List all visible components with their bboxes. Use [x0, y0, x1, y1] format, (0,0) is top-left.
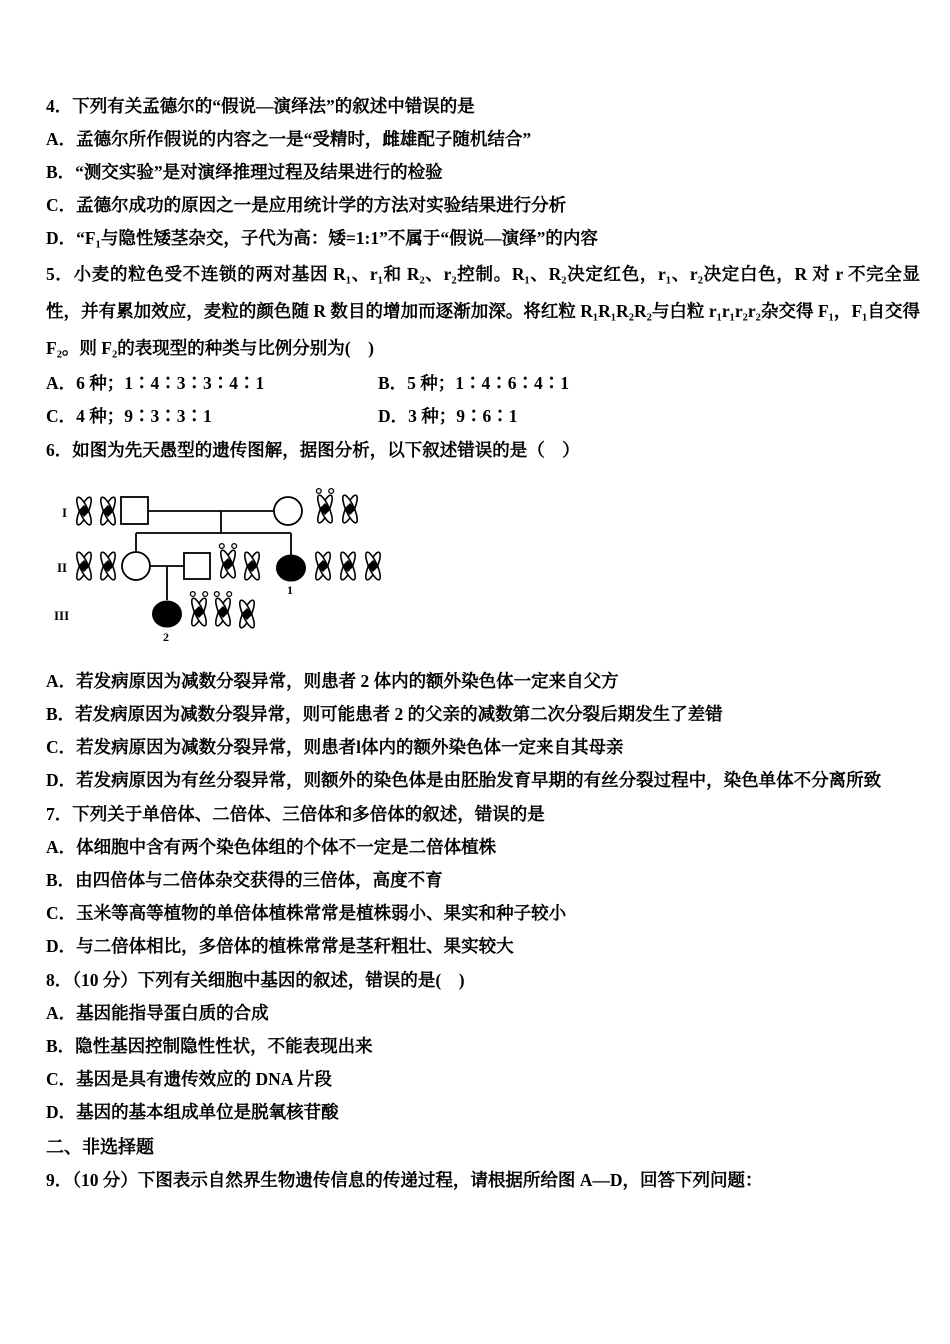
pedigree-lines — [136, 511, 291, 600]
pedigree-diagram-container — [46, 475, 920, 655]
question-8-option-a: A．基因能指导蛋白质的合成 — [46, 1003, 269, 1023]
question-6-option-b: B．若发病原因为减数分裂异常，则可能患者 2 的父亲的减数第二次分裂后期发生了差错 — [46, 704, 723, 724]
question-5-stem: 5．小麦的粒色受不连锁的两对基因 R₁、r₁和 R₂、r₂控制。R₁、R₂决定红色，r₁、r₂决定白色，R 对 r 不完全显性，并有累加效应，麦粒的颜色随 R 数目的增加而逐渐加深。将红粒 R₁R₁R₂R₂与白粒 r₁r₁r₂r₂杂交得 F₁，F₁自交得 F₂。则 F₂的表现型的种类与比例分别为( ) — [46, 264, 920, 358]
chromosome-pair-icon — [363, 551, 383, 582]
question-5-option-c: C．4 种；9∶3∶3∶1 — [46, 406, 212, 426]
question-7 — [46, 798, 920, 963]
question-8-option-d: D．基因的基本组成单位是脱氧核苷酸 — [46, 1102, 339, 1122]
chromosome-pair-icon — [98, 551, 118, 582]
question-5 — [46, 256, 920, 433]
question-5-option-d: D．3 种；9∶6∶1 — [378, 406, 518, 426]
chromosome-pair-icon — [242, 551, 262, 582]
question-5-options — [46, 367, 920, 433]
question-6-option-d: D．若发病原因为有丝分裂异常，则额外的染色体是由胚胎发育早期的有丝分裂过程中，染色单体不分离所致 — [46, 770, 882, 790]
question-4-option-b: B．“测交实验”是对演绎推理过程及结果进行的检验 — [46, 162, 443, 182]
question-6-stem: 6．如图为先天愚型的遗传图解，据图分析，以下叙述错误的是（ ） — [46, 440, 580, 460]
question-6 — [46, 434, 920, 797]
chromosome-pair-icon — [340, 494, 360, 525]
chromosome-satellite-icon — [213, 592, 233, 628]
question-7-option-a: A．体细胞中含有两个染色体组的个体不一定是二倍体植株 — [46, 837, 497, 857]
female-i2 — [274, 497, 302, 525]
question-4-option-a: A．孟德尔所作假说的内容之一是“受精时，雌雄配子随机结合” — [46, 129, 532, 149]
individual-label-2: 2 — [163, 630, 169, 644]
male-ii-left — [184, 553, 210, 579]
question-8-option-c: C．基因是具有遗传效应的 DNA 片段 — [46, 1069, 332, 1089]
female-ii-left — [122, 552, 150, 580]
individual-label-1: 1 — [287, 583, 293, 597]
question-6-option-a: A．若发病原因为减数分裂异常，则患者 2 体内的额外染色体一定来自父方 — [46, 671, 619, 691]
chromosome-pair-icon — [338, 551, 358, 582]
question-4-option-c: C．孟德尔成功的原因之一是应用统计学的方法对实验结果进行分析 — [46, 195, 567, 215]
chromosome-satellite-icon — [189, 592, 209, 628]
question-7-option-c: C．玉米等高等植物的单倍体植株常常是植株弱小、果实和种子较小 — [46, 903, 567, 923]
chromosome-pair-icon — [237, 599, 257, 630]
question-4-stem: 4．下列有关孟德尔的“假说—演绎法”的叙述中错误的是 — [46, 96, 475, 116]
question-5-option-b: B．5 种；1∶4∶6∶4∶1 — [378, 373, 570, 393]
question-8-stem: 8．（10 分）下列有关细胞中基因的叙述，错误的是( ) — [46, 970, 465, 990]
chromosome-satellite-icon — [218, 544, 238, 580]
question-9-stem: 9．（10 分）下图表示自然界生物遗传信息的传递过程，请根据所给图 A—D，回答下列问题： — [46, 1170, 763, 1190]
question-6-option-c: C．若发病原因为减数分裂异常，则患者l体内的额外染色体一定来自其母亲 — [46, 737, 624, 757]
exam-content — [46, 90, 920, 1198]
chromosome-satellite-icon — [315, 489, 335, 525]
question-7-option-d: D．与二倍体相比，多倍体的植株常常是茎秆粗壮、果实较大 — [46, 936, 514, 956]
generation-label-1: I — [62, 505, 68, 520]
affected-female-iii2 — [153, 601, 182, 627]
question-8-option-b: B．隐性基因控制隐性性状，不能表现出来 — [46, 1036, 373, 1056]
question-9 — [46, 1164, 920, 1197]
chromosome-pair-icon — [98, 496, 118, 527]
section-2-header: 二、非选择题 — [46, 1137, 154, 1157]
question-4 — [46, 90, 920, 255]
chromosome-pair-icon — [74, 551, 94, 582]
question-5-option-a: A．6 种；1∶4∶3∶3∶4∶1 — [46, 373, 265, 393]
generation-label-2: II — [57, 560, 68, 575]
generation-label-3: III — [54, 608, 70, 623]
chromosome-pair-icon — [313, 551, 333, 582]
question-8 — [46, 964, 920, 1129]
male-i1 — [121, 497, 148, 524]
pedigree-diagram — [46, 475, 446, 650]
question-4-option-d: D．“F₁与隐性矮茎杂交，子代为高：矮=1:1”不属于“假说—演绎”的内容 — [46, 228, 598, 248]
question-7-stem: 7．下列关于单倍体、二倍体、三倍体和多倍体的叙述，错误的是 — [46, 804, 545, 824]
question-7-option-b: B．由四倍体与二倍体杂交获得的三倍体，高度不育 — [46, 870, 443, 890]
chromosome-pair-icon — [74, 496, 94, 527]
affected-female-ii1 — [277, 555, 306, 581]
